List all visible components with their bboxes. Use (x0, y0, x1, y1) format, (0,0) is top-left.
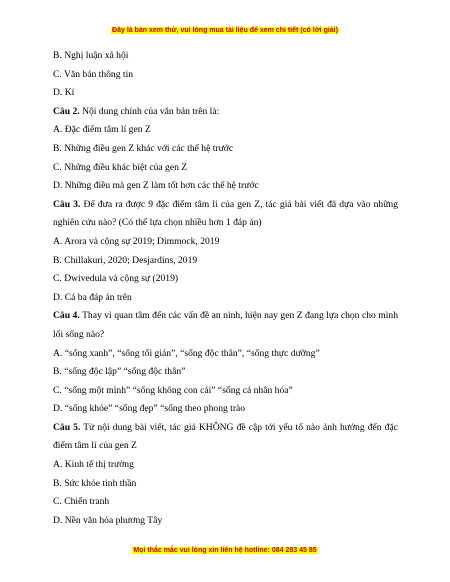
option-prev-b: B. Nghị luận xã hội (53, 50, 129, 61)
question-3-text: Để đưa ra được 9 đặc điểm tâm lí của gen Z, tác giả bài viết đã dựa vào những nghiên cứu nào? (Có thể lựa chọn nhiều hơn 1 đáp án) (53, 198, 398, 229)
contact-notice-text: Mọi thắc mắc vui lòng xin liên hệ hotline: 084 283 45 85 (133, 547, 317, 554)
question-3-option-a: A. Arora và cộng sự 2019; Dimmock, 2019 (53, 235, 220, 247)
question-4-option-d: D. “sống khỏe” “sống đẹp” “sống theo phong trào (53, 403, 246, 415)
question-3-option-c: C. Dwivedula và cộng sự (2019) (53, 273, 179, 285)
question-2-text: Nội dung chính của văn bản trên là: (82, 105, 220, 117)
option-prev-d: D. Kí (53, 87, 75, 99)
question-2-option-a: A. Đặc điểm tâm lí gen Z (53, 124, 151, 136)
document-body (53, 47, 398, 530)
question-5-option-c: C. Chiến tranh (53, 496, 110, 508)
question-4-option-c: C. “sống một mình” “sống không con cái” “sống cá nhân hóa” (53, 384, 293, 396)
question-4-text: Thay vì quan tâm đến các vấn đề an ninh, hiện nay gen Z đang lựa chọn cho mình lối sống nào? (53, 310, 399, 340)
question-5-option-b: B. Sức khỏe tinh thần (53, 477, 137, 489)
preview-notice (0, 27, 450, 34)
question-5-option-a: A. Kinh tế thị trường (53, 459, 134, 471)
question-3-option-d: D. Cả ba đáp án trên (53, 291, 132, 303)
question-3-number: Câu 3. (53, 198, 81, 210)
question-2-option-d: D. Những điều mà gen Z làm tốt hơn các thế hệ trước (53, 180, 259, 192)
question-2-option-b: B. Những điều gen Z khác với các thế hệ trước (53, 142, 234, 154)
contact-notice (0, 547, 450, 554)
question-4-number: Câu 4. (53, 310, 80, 322)
question-5-option-d: D. Nền văn hóa phương Tây (53, 514, 163, 526)
preview-notice-text: Đây là bản xem thử, vui lòng mua tài liệu để xem chi tiết (có lời giải) (112, 27, 338, 34)
question-3 (53, 196, 398, 233)
question-4-option-b: B. “sống độc lập” “sống độc thân” (53, 366, 186, 378)
question-2 (53, 103, 398, 122)
question-5-text: Từ nội dung bài viết, tác giả KHÔNG đề cập tới yếu tố nào ảnh hưởng đến đặc điểm tâm lí của gen Z (53, 421, 399, 452)
question-4 (53, 307, 398, 344)
question-2-option-c: C. Những điều khác biệt của gen Z (53, 161, 188, 173)
question-3-option-b: B. Chillakuri, 2020; Desjardins, 2019 (53, 254, 198, 266)
question-5-number: Câu 5. (53, 421, 81, 433)
option-prev-c: C. Văn bản thông tin (53, 68, 134, 80)
question-2-number: Câu 2. (53, 105, 80, 117)
question-5 (53, 419, 398, 456)
question-4-option-a: A. “sống xanh”, “sống tối giản”, “sống độc thân”, “sống thực dưỡng” (53, 347, 320, 359)
